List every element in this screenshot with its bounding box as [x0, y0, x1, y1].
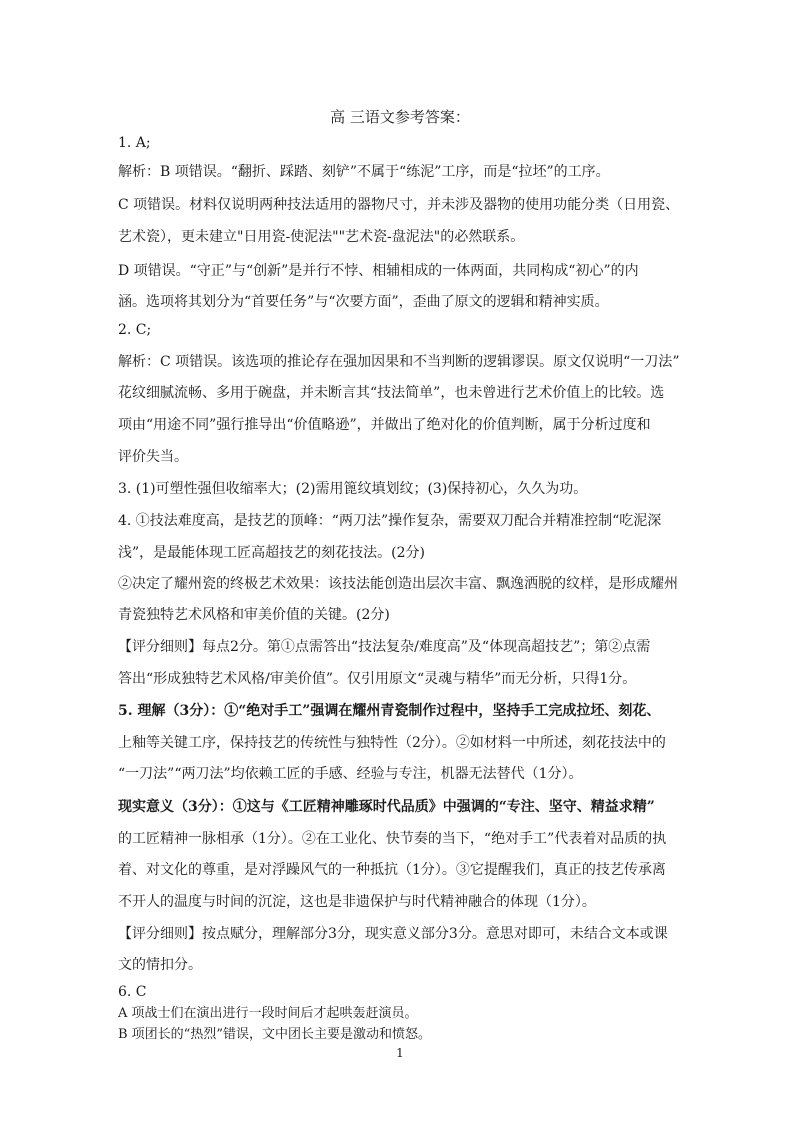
scoring-rule-line: 【评分细则】每点2分。第①点需答出“技法复杂/难度高”及“体现高超技艺”；第②点需: [118, 639, 651, 655]
answer-line: 涵。选项将其划分为“首要任务”与“次要方面”，歪曲了原文的逻辑和精神实质。: [118, 294, 609, 310]
answer-line: D 项错误。“守正”与“创新”是并行不悖、相辅相成的一体两面，共同构成“初心”的内: [118, 263, 639, 279]
answer-line: 花纹细腻流畅、多用于碗盘，并未断言其“技法简单”，也未曾进行艺术价值上的比较。选: [118, 385, 665, 401]
answer-line: A 项战士们在演出进行一段时间后才起哄轰赶演员。: [118, 1006, 418, 1021]
scoring-rule-line: 文的情扣分。: [118, 957, 202, 973]
answer-line: B 项团长的“热烈”错误，文中团长主要是激动和愤怒。: [118, 1027, 431, 1042]
answer-line: 5. 理解（3分）：①“绝对手工”强调在耀州青瓷制作过程中，坚持手工完成拉坯、刻花、: [118, 703, 661, 719]
scoring-rule-line: 【评分细则】按点赋分，理解部分3分，现实意义部分3分。意思对即可，未结合文本或课: [118, 926, 668, 942]
answer-line: C 项错误。材料仅说明两种技法适用的器物尺寸，并未涉及器物的使用功能分类（日用瓷、: [118, 197, 680, 213]
answer-line: 6. C: [118, 984, 147, 1000]
page-number: 1: [396, 1046, 404, 1060]
answer-line: 1. A;: [118, 135, 151, 151]
scoring-rule-line: 答出“形成独特艺术风格/审美价值”。仅引用原文“灵魂与精华”而无分析，只得1分。: [118, 671, 637, 687]
answer-line: 的工匠精神一脉相承（1分）。②在工业化、快节奏的当下，“绝对手工”代表着对品质的执: [118, 831, 667, 847]
answer-line: 艺术瓷），更未建立"日用瓷-使泥法""艺术瓷-盘泥法"的必然联系。: [118, 229, 525, 245]
answer-line: 不开人的温度与时间的沉淀，这也是非遗保护与时代精神融合的体现（1分）。: [118, 894, 596, 910]
answer-line: ②决定了耀州瓷的终极艺术效果：该技法能创造出层次丰富、飘逸洒脱的纹样，是形成耀州: [118, 576, 678, 592]
page-title: 高 三语文参考答案：: [330, 108, 470, 126]
answer-line: 3. (1)可塑性强但收缩率大；(2)需用篦纹填划纹；(3)保持初心，久久为功。: [118, 481, 588, 497]
answer-line: 解析：B 项错误。“翻折、踩踏、刻铲”不属于“练泥”工序，而是“拉坯”的工序。: [118, 164, 610, 180]
answer-line: 着、对文化的尊重，是对浮躁风气的一种抵抗（1分）。③它提醒我们，真正的技艺传承离: [118, 862, 666, 878]
answer-line: 项由“用途不同”强行推导出“价值略逊”，并做出了绝对化的价值判断，属于分析过度和: [118, 417, 651, 433]
answer-line: 青瓷独特艺术风格和审美价值的关键。(2分): [118, 607, 390, 623]
answer-line: 上釉等关键工序，保持技艺的传统性与独特性（2分）。②如材料一中所述，刻花技法中的: [118, 735, 666, 751]
answer-line: 4. ①技法难度高，是技艺的顶峰：“两刀法”操作复杂，需要双刀配合并精准控制“吃泥深: [118, 513, 662, 529]
answer-line: “一刀法”“两刀法”均依赖工匠的手感、经验与专注，机器无法替代（1分）。: [118, 766, 583, 782]
answer-line: 2. C;: [118, 322, 152, 338]
answer-line: 评价失当。: [118, 449, 188, 465]
answer-line: 解析：C 项错误。该选项的推论存在强加因果和不当判断的逻辑谬误。原文仅说明“一刀法”: [118, 354, 680, 370]
answer-line: 现实意义（3分）：①这与《工匠精神雕琢时代品质》中强调的“专注、坚守、精益求精”: [118, 799, 655, 815]
answer-line: 浅”，是最能体现工匠高超技艺的刻花技法。(2分): [118, 545, 425, 561]
